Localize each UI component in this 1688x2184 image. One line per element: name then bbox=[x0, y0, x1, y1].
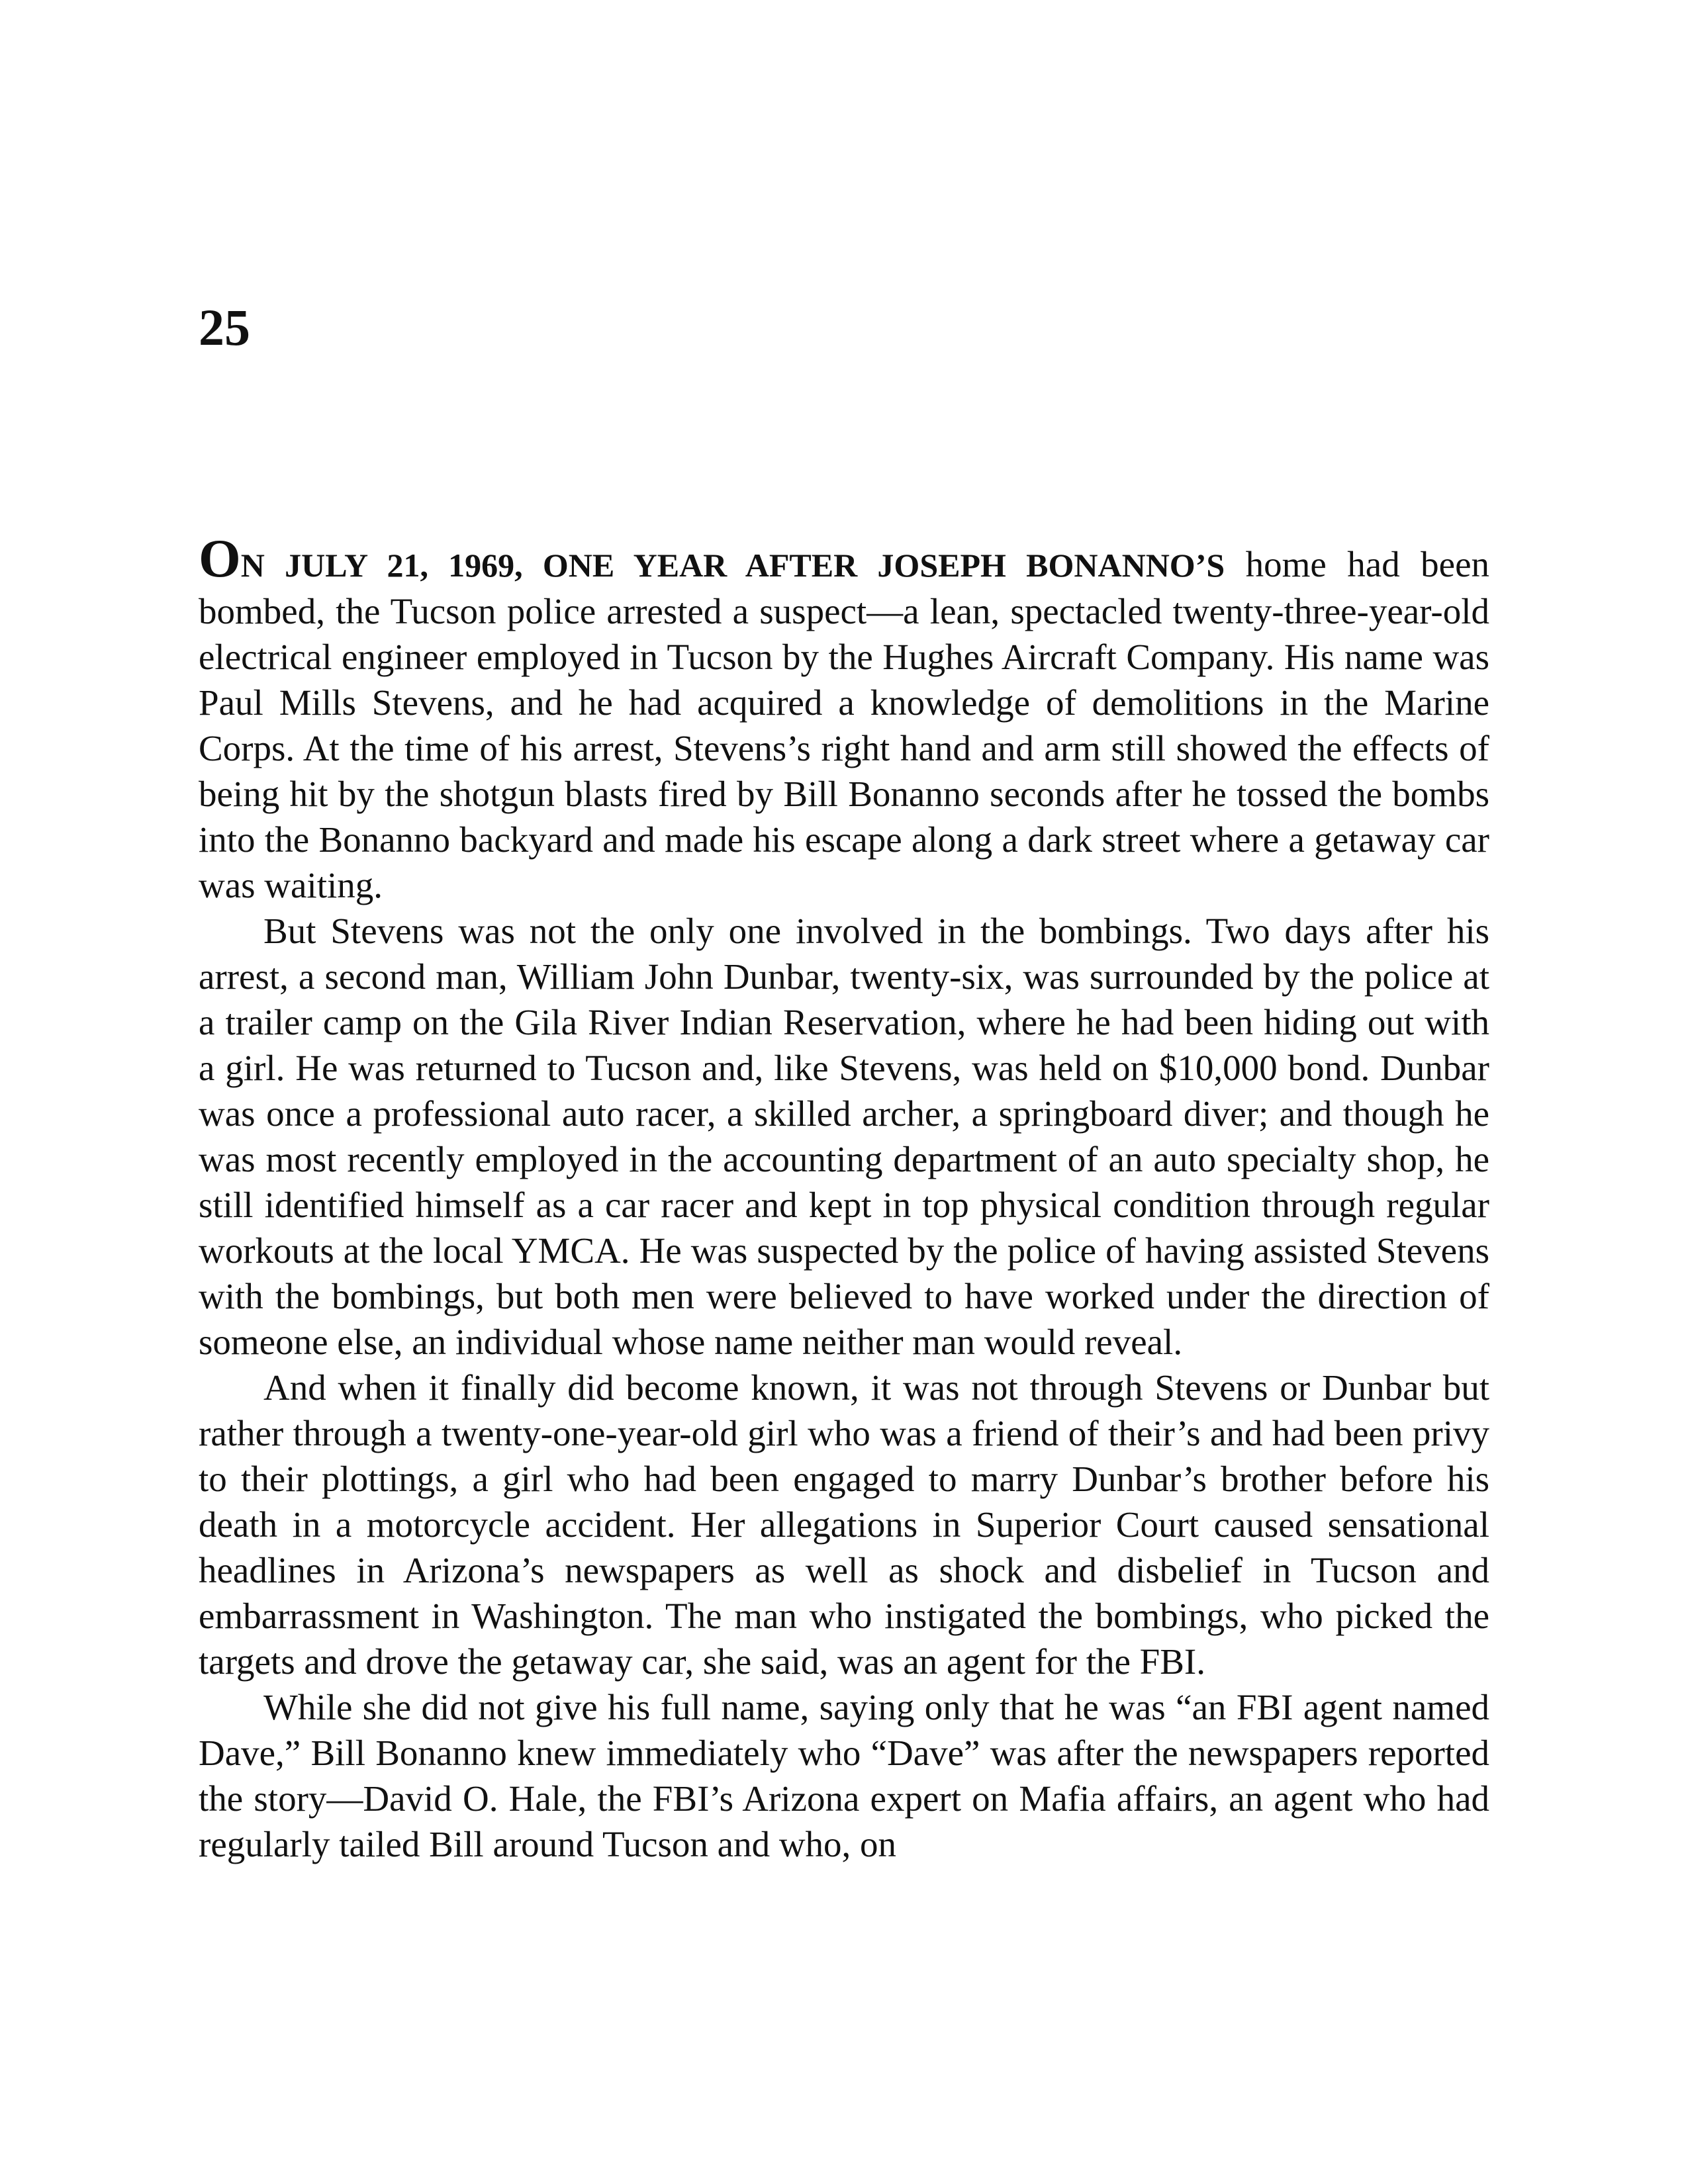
small-caps-lead-in: N JULY 21, 1969, ONE YEAR AFTER JOSEPH BONANNO’S bbox=[240, 547, 1225, 584]
chapter-body bbox=[199, 528, 1489, 1867]
initial-letter: O bbox=[199, 528, 241, 588]
paragraph-1 bbox=[199, 528, 1489, 908]
paragraph-1-text: home had been bombed, the Tucson police arrested a suspect—a lean, spectacled twenty-three-year-old electrical engineer employed in Tucson by the Hughes Aircraft Company. His name was Paul Mills Stevens, and he had acquired a knowledge of demolitions in the Marine Corps. At the time of his arrest, Stevens’s right hand and arm still showed the effects of being hit by the shotgun blasts fired by Bill Bonanno seconds after he tossed the bombs into the Bonanno backyard and made his escape along a dark street where a getaway car was waiting. bbox=[199, 544, 1489, 905]
paragraph-2: But Stevens was not the only one involved in the bombings. Two days after his arrest, a second man, William John Dunbar, twenty-six, was surrounded by the police at a trailer camp on the Gila River Indian Reservation, where he had been hiding out with a girl. He was returned to Tucson and, like Stevens, was held on $10,000 bond. Dunbar was once a professional auto racer, a skilled archer, a springboard diver; and though he was most recently employed in the accounting department of an auto specialty shop, he still identified himself as a car racer and kept in top physical condition through regular workouts at the local YMCA. He was suspected by the police of having assisted Stevens with the bombings, but both men were believed to have worked under the direction of someone else, an individual whose name neither man would reveal. bbox=[199, 911, 1489, 1362]
paragraph-4: While she did not give his full name, saying only that he was “an FBI agent named Dave,” Bill Bonanno knew immediately who “Dave” was after the newspapers reported the story—David O. Hale, the FBI’s Arizona expert on Mafia affairs, an agent who had regularly tailed Bill around Tucson and who, on bbox=[199, 1687, 1489, 1864]
paragraph-3: And when it finally did become known, it was not through Stevens or Dunbar but rather through a twenty-one-year-old girl who was a friend of their’s and had been privy to their plottings, a girl who had been engaged to marry Dunbar’s brother before his death in a motorcycle accident. Her allegations in Superior Court caused sensational headlines in Arizona’s newspapers as well as shock and disbelief in Tucson and embarrassment in Washington. The man who instigated the bombings, who picked the targets and drove the getaway car, she said, was an agent for the FBI. bbox=[199, 1367, 1489, 1682]
chapter-number: 25 bbox=[199, 298, 250, 356]
